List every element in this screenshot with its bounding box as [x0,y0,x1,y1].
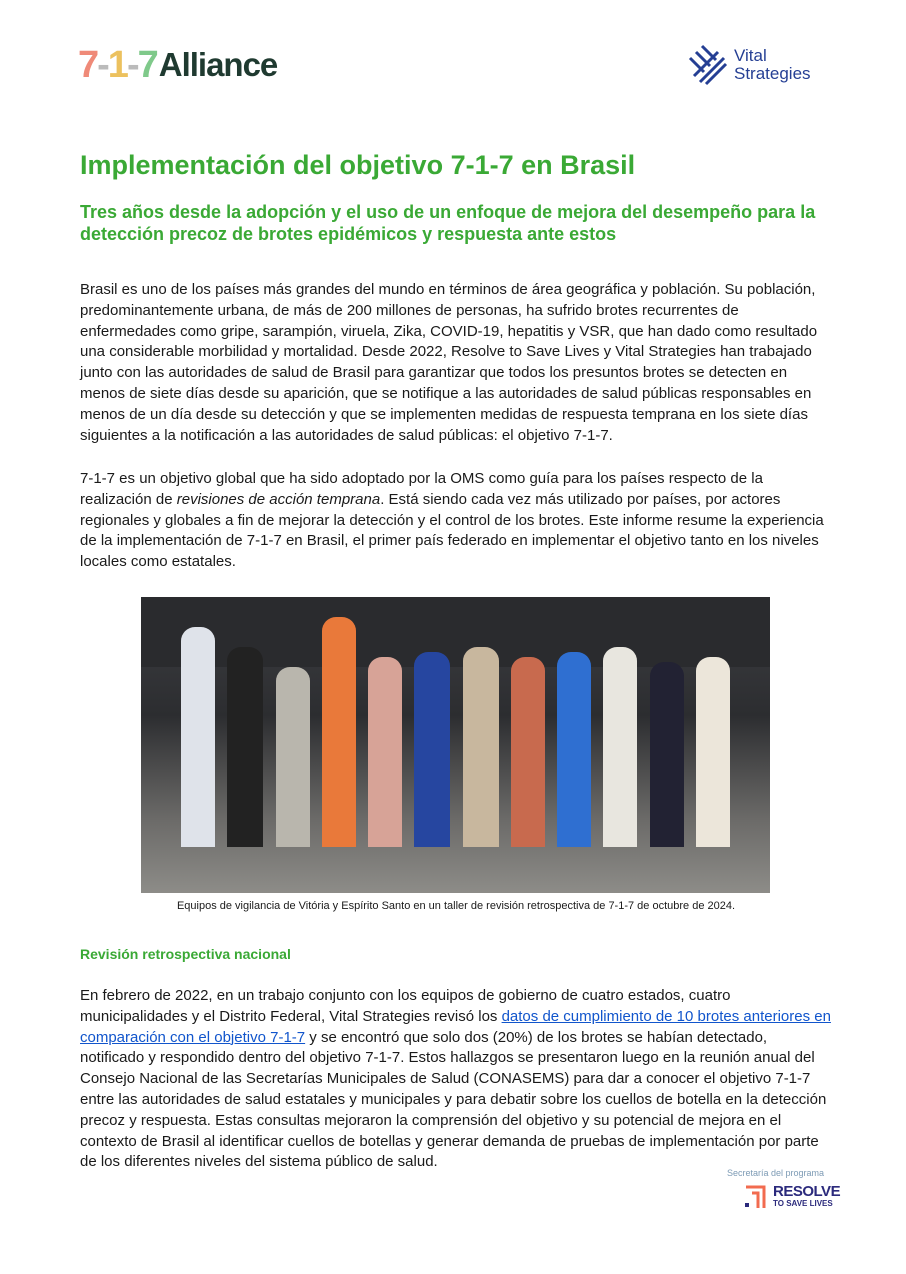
vital-strategies-logo [686,44,811,86]
compliance-data-link[interactable]: datos de cumplimiento de 10 brotes anteriores en comparación con el objetivo 7-1-7 [80,1007,831,1046]
resolve-icon [745,1184,767,1208]
program-secretariat-label: Secretaría del programa [727,1168,825,1178]
717-alliance-logo [78,46,277,84]
intro-paragraph: Brasil es uno de los países más grandes del mundo en términos de área geográfica y población. Su población, predominantemente urbana, de más de 200 millones de personas, ha sufrido brotes recurrentes de enfermedades como gripe, sarampión, viruela, Zika, COVID-19, hepatitis y VSR, que han dado como resultado una considerable morbilidad y mortalidad. Desde 2022, Resolve to Save Lives y Vital Strategies han trabajado junto con las autoridades de salud de Brasil para garantizar que todos los presuntos brotes se detecten en menos de siete días desde su aparición, que se notifique a las autoridades de salud públicas responsables en menos de un día desde su detección y que se implementen medidas de respuesta temprana en los siete días siguientes a la notificación a las autoridades de salud públicas: el objetivo 7-1-7. [80,281,818,444]
text: y se encontró que solo dos (20%) de los brotes se habían detectado, notificado y respondido dentro del objetivo 7-1-7. Estos hallazgos se presentaron luego en la reunión anual del Consejo Nacional de las Secretarías Municipales de Salud (CONASEMS) para dar a conocer el objetivo 7-1-7 entre las autoridades de salud estatales y municipales y para debatir sobre los cuellos de botella en la detección precoz y respuesta. Estas consultas mejoraron la comprensión del objetivo y su potencial de mejora en el contexto de Brasil al identificar cuellos de botellas y generar demanda de pruebas de implementación por parte de los diferentes niveles del sistema público de salud. [80,1028,827,1171]
vital-wordmark: Vital [734,46,767,65]
717-logo-mark: 7-1-7 [78,44,157,86]
global-target-paragraph [80,469,832,573]
page-title: Implementación del objetivo 7-1-7 en Brasil [80,150,636,180]
save-lives-wordmark: TO SAVE LIVES [773,1198,833,1208]
alliance-wordmark: Alliance [158,46,278,83]
text: . Está siendo cada vez más utilizado por países, por actores regionales y globales a fin de mejorar la detección y el control de los brotes. Este informe resume la experiencia de la implementación de 7-1-7 en Brasil, el primer país federado en implementar el objetivo tanto en los niveles locales como estatales. [80,490,824,571]
photo-caption: Equipos de vigilancia de Vitória y Espírito Santo en un taller de revisión retrospectiva de 7-1-7 de octubre de 2024. [176,900,736,912]
page-subtitle: Tres años desde la adopción y el uso de un enfoque de mejora del desempeño para la detección precoz de brotes epidémicos y respuesta ante estos [80,202,816,244]
text: 7-1-7 es un objetivo global que ha sido adoptado por la OMS como guía para los países respecto de la realización de [80,470,763,508]
resolve-to-save-lives-logo [745,1184,840,1208]
vital-strategies-icon [686,44,728,86]
section-heading: Revisión retrospectiva nacional [80,946,291,962]
text: En febrero de 2022, en un trabajo conjunto con los equipos de gobierno de cuatro estados, cuatro municipalidades y el Distrito Federal, Vital Strategies revisó los [80,987,731,1025]
strategies-wordmark: Strategies [734,64,811,83]
group-photo [141,597,770,893]
retrospective-paragraph [80,986,832,1173]
resolve-wordmark: RESOLVE [773,1182,841,1200]
italic-term: revisiones de acción temprana [176,490,381,508]
